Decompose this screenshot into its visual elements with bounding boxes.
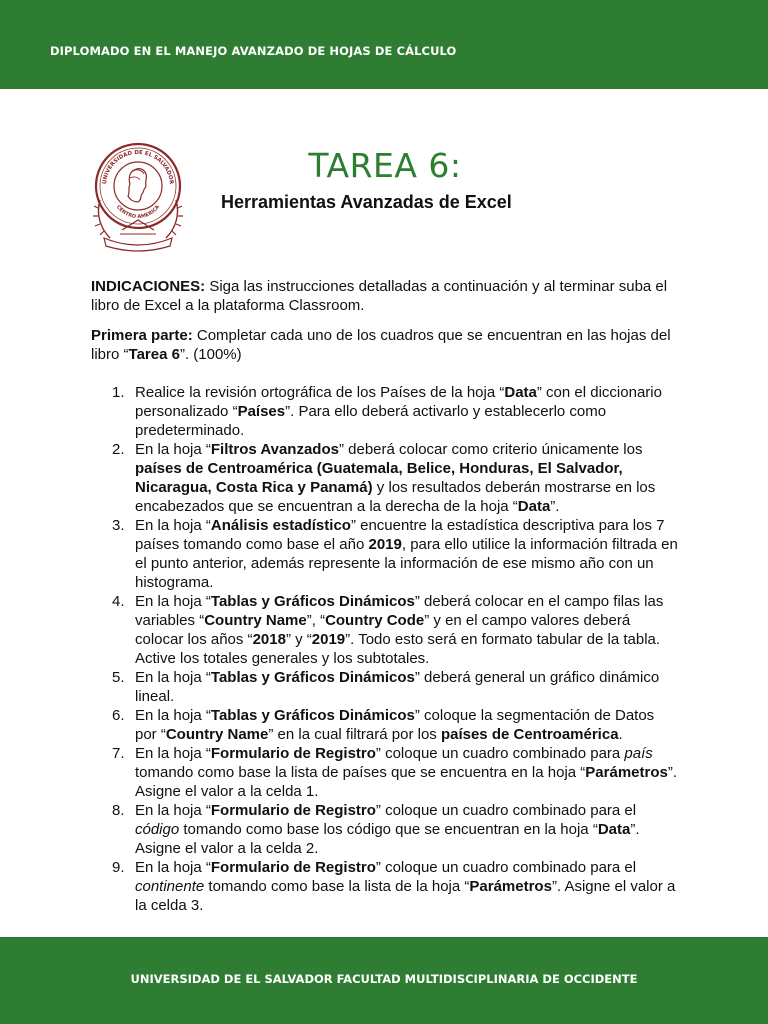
instruction-text: ” con el diccionario personalizado “ <box>135 384 662 420</box>
instruction-text: ” y “ <box>285 631 312 648</box>
instruction-item <box>90 383 680 440</box>
instruction-text: ” en la cual filtrará por los <box>268 726 441 743</box>
instruction-emphasis: Formulario de Registro <box>210 745 376 762</box>
instruction-emphasis: Country Name <box>204 612 307 629</box>
instruction-text: ” deberá colocar en el campo filas las variables “ <box>135 593 664 629</box>
instruction-item <box>90 858 680 915</box>
primera-parte-label: Primera parte: <box>91 327 193 344</box>
instruction-text: En la hoja “ <box>135 859 211 876</box>
instruction-number: 8. <box>112 802 125 819</box>
instruction-emphasis: Country Name <box>165 726 269 743</box>
instruction-text: . <box>618 726 623 743</box>
instruction-italic: código <box>135 821 180 838</box>
header-title: DIPLOMADO EN EL MANEJO AVANZADO DE HOJAS DE CÁLCULO <box>50 44 457 58</box>
instruction-text: ” coloque un cuadro combinado para el <box>375 859 637 876</box>
instruction-text: tomando como base los código que se encuentran en la hoja “ <box>179 821 598 838</box>
instruction-text: En la hoja “ <box>135 517 211 534</box>
instruction-emphasis: 2019 <box>368 536 402 553</box>
instruction-number: 7. <box>112 745 125 762</box>
instruction-text: En la hoja “ <box>135 593 211 610</box>
instruction-list <box>90 383 680 915</box>
instruction-text: ” coloque un cuadro combinado para el <box>375 802 637 819</box>
primera-parte-paragraph <box>91 326 681 364</box>
indicaciones-text: Siga las instrucciones detalladas a continuación y al terminar suba el libro de Excel a la plataforma Classroom. <box>91 278 668 314</box>
instruction-text: ”. Asigne el valor a la celda 3. <box>135 878 676 914</box>
instruction-emphasis: Data <box>517 498 551 515</box>
indicaciones-label: INDICACIONES: <box>91 278 206 295</box>
instruction-text: ” deberá general un gráfico dinámico lineal. <box>135 669 660 705</box>
instruction-emphasis: Análisis estadístico <box>210 517 351 534</box>
instruction-text: En la hoja “ <box>135 441 211 458</box>
instruction-emphasis: 2019 <box>311 631 346 648</box>
instruction-emphasis: Data <box>504 384 537 401</box>
instruction-emphasis: Formulario de Registro <box>210 802 376 819</box>
instruction-emphasis: países de Centroamérica (Guatemala, Belice, Honduras, El Salvador, Nicaragua, Costa Rica y Panamá) <box>135 460 623 496</box>
instruction-italic: país <box>624 745 653 762</box>
indicaciones-paragraph <box>91 277 681 315</box>
svg-text:UNIVERSIDAD DE EL SALVADOR: UNIVERSIDAD DE EL SALVADOR <box>101 149 174 185</box>
instruction-text: ” encuentre la estadística descriptiva para los 7 países tomando como base el año <box>135 517 665 553</box>
instruction-number: 9. <box>112 859 125 876</box>
instruction-emphasis: Países <box>237 403 286 420</box>
instruction-item <box>90 516 680 592</box>
instruction-text: En la hoja “ <box>135 802 211 819</box>
instruction-text: y los resultados deberán mostrarse en los encabezados que se encuentran a la derecha de la hoja “ <box>135 479 656 515</box>
instruction-emphasis: Country Code <box>325 612 425 629</box>
instruction-text: , para ello utilice la información filtrada en el punto anterior, además represente la información de ese mismo año con un histograma. <box>135 536 678 591</box>
instruction-text: ”, “ <box>306 612 326 629</box>
instruction-item <box>90 592 680 668</box>
instruction-text: ” deberá colocar como criterio únicamente los <box>338 441 643 458</box>
instruction-text: ” y en el campo valores deberá colocar los años “ <box>135 612 631 648</box>
instruction-item <box>90 801 680 858</box>
instruction-item <box>90 668 680 706</box>
page-subtitle: Herramientas Avanzadas de Excel <box>221 192 512 212</box>
instruction-text: tomando como base la lista de la hoja “ <box>204 878 470 895</box>
footer-text: UNIVERSIDAD DE EL SALVADOR FACULTAD MULTIDISCIPLINARIA DE OCCIDENTE <box>130 972 638 986</box>
instruction-text: ”. Todo esto será en formato tabular de la tabla. Active los totales generales y los subtotales. <box>135 631 661 667</box>
instruction-text: tomando como base la lista de países que se encuentra en la hoja “ <box>135 764 586 781</box>
instruction-emphasis: Parámetros <box>469 878 552 895</box>
book-name: Tarea 6 <box>128 346 180 363</box>
instruction-emphasis: Tablas y Gráficos Dinámicos <box>210 707 415 724</box>
instruction-text: En la hoja “ <box>135 745 211 762</box>
instruction-emphasis: Formulario de Registro <box>210 859 376 876</box>
svg-text:CENTRO AMERICA: CENTRO AMERICA <box>114 204 162 221</box>
instruction-item <box>90 440 680 516</box>
instruction-italic: continente <box>135 878 205 895</box>
instruction-emphasis: Parámetros <box>585 764 668 781</box>
instruction-text: ”. <box>550 498 560 515</box>
instruction-number: 5. <box>112 669 125 686</box>
primera-parte-text: Completar cada uno de los cuadros que se encuentran en las hojas del libro “ <box>91 327 671 363</box>
instruction-number: 4. <box>112 593 125 610</box>
instruction-text: En la hoja “ <box>135 707 211 724</box>
instruction-number: 6. <box>112 707 125 724</box>
instruction-text: ”. Para ello deberá activarlo y establecerlo como predeterminado. <box>135 403 607 439</box>
instruction-emphasis: Filtros Avanzados <box>210 441 339 458</box>
instruction-emphasis: países de Centroamérica <box>440 726 619 743</box>
instruction-text: ” coloque la segmentación de Datos por “ <box>135 707 655 743</box>
page-title: TAREA 6: <box>308 146 462 185</box>
instruction-number: 3. <box>112 517 125 534</box>
instruction-text: ”. Asigne el valor a la celda 1. <box>135 764 678 800</box>
instruction-number: 2. <box>112 441 125 458</box>
instruction-text: ” coloque un cuadro combinado para <box>375 745 625 762</box>
instruction-emphasis: Data <box>597 821 631 838</box>
instruction-emphasis: 2018 <box>252 631 286 648</box>
instruction-text: ”. Asigne el valor a la celda 2. <box>135 821 640 857</box>
instruction-emphasis: Tablas y Gráficos Dinámicos <box>210 669 415 686</box>
instruction-item <box>90 744 680 801</box>
instruction-text: En la hoja “ <box>135 669 211 686</box>
instruction-text: Realice la revisión ortográfica de los Países de la hoja “ <box>135 384 505 401</box>
instruction-emphasis: Tablas y Gráficos Dinámicos <box>210 593 415 610</box>
primera-parte-weight: ”. (100%) <box>179 346 242 363</box>
instruction-item <box>90 706 680 744</box>
instruction-number: 1. <box>112 384 125 401</box>
